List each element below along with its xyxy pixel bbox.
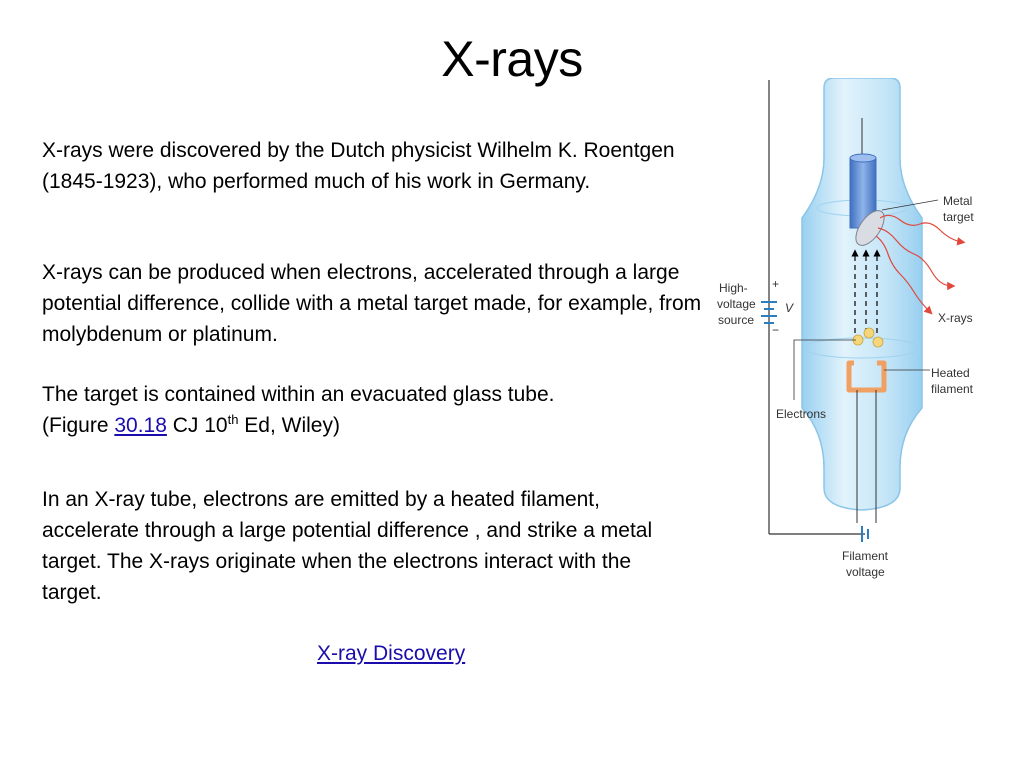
figure-link[interactable]: 30.18 — [114, 414, 167, 437]
label-high-voltage-1: High- — [719, 281, 748, 295]
label-high-voltage-3: source — [718, 313, 755, 327]
figure-ref-prefix: (Figure — [42, 414, 115, 437]
paragraph-target — [42, 379, 682, 441]
label-heated-filament-1: Heated — [931, 366, 970, 380]
xray-discovery-link[interactable]: X-ray Discovery — [317, 642, 466, 665]
label-heated-filament-2: filament — [931, 382, 974, 396]
label-minus: − — [772, 323, 780, 337]
label-metal-target-2: target — [943, 210, 974, 224]
metal-target-top — [850, 154, 876, 162]
figure-ref-superscript: th — [227, 412, 239, 427]
label-high-voltage-2: voltage — [717, 297, 756, 311]
paragraph-xray-tube: In an X-ray tube, electrons are emitted by a heated filament, accelerate through a large potential difference , and strike a metal target. The X-rays originate when the electrons interact with the target. — [42, 488, 653, 604]
electron-dot — [864, 328, 874, 338]
label-filament-voltage-1: Filament — [842, 549, 889, 563]
slide-title: X-rays — [441, 31, 583, 87]
paragraph-production: X-rays can be produced when electrons, accelerated through a large potential difference, collide with a metal target made, for example, from molybdenum or platinum. — [42, 261, 702, 346]
label-v: V — [785, 301, 794, 315]
label-filament-voltage-2: voltage — [846, 565, 885, 579]
label-plus: + — [772, 277, 780, 291]
paragraph-target-line1: The target is contained within an evacuated glass tube. — [42, 383, 555, 406]
label-electrons: Electrons — [776, 407, 827, 421]
label-xrays: X-rays — [938, 311, 973, 325]
xray-tube-figure — [712, 78, 1002, 588]
figure-ref-suffix: Ed, Wiley) — [238, 414, 340, 437]
xray-tube-diagram — [712, 78, 1002, 588]
figure-ref-middle: CJ 10 — [166, 414, 228, 437]
electron-dot — [873, 337, 883, 347]
paragraph-discovery: X-rays were discovered by the Dutch physicist Wilhelm K. Roentgen (1845-1923), who performed much of his work in Germany. — [42, 139, 675, 193]
label-metal-target-1: Metal — [943, 194, 973, 208]
